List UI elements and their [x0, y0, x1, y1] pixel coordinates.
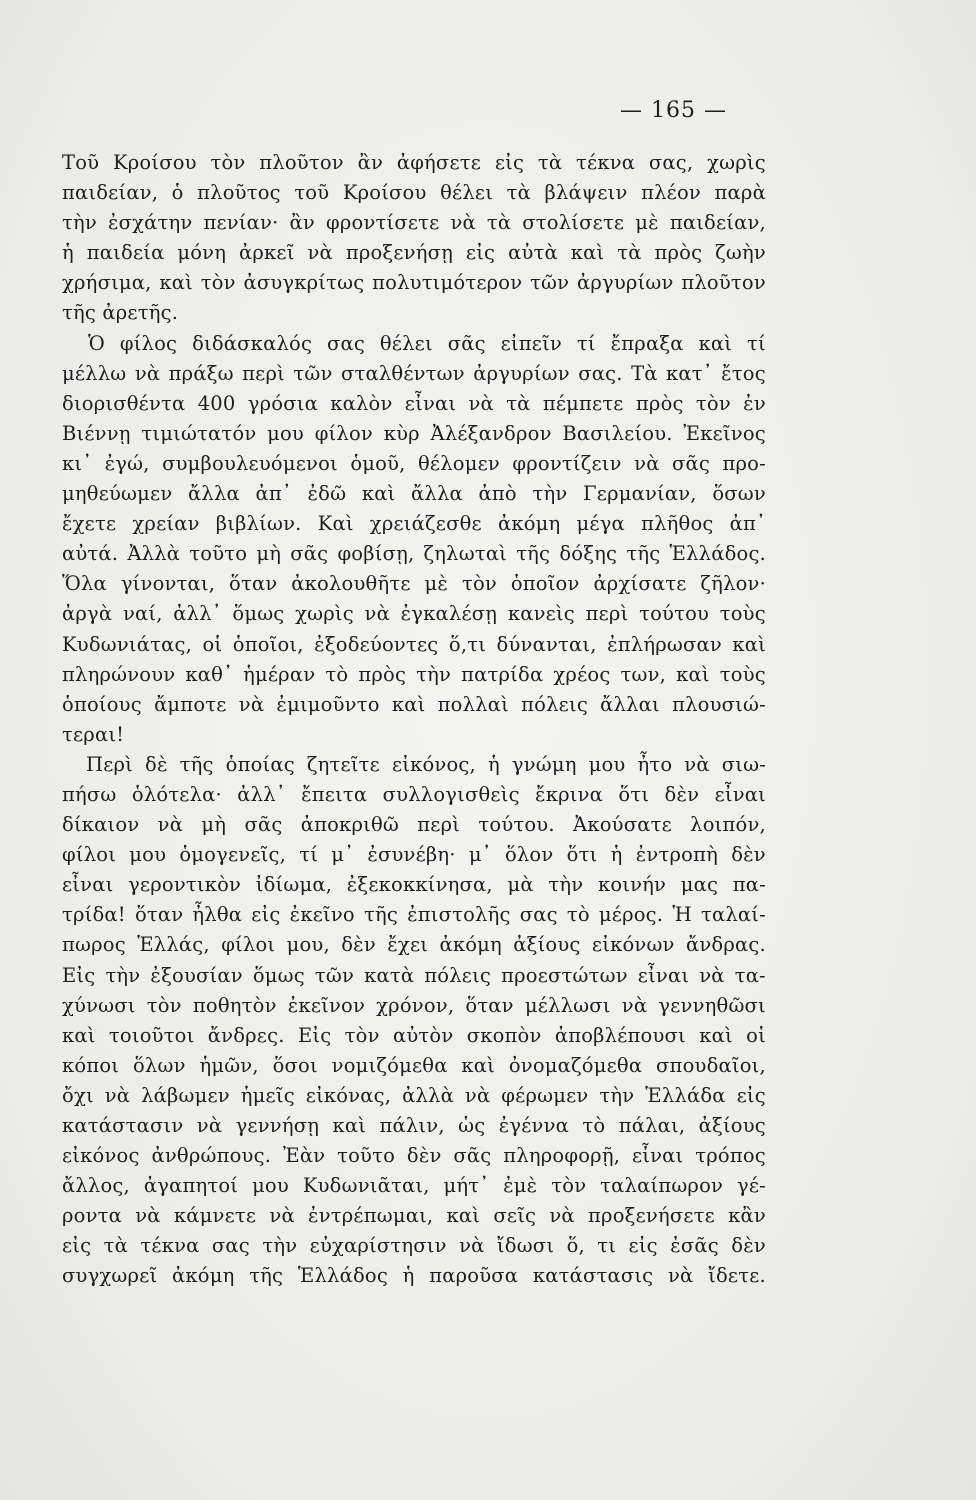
text-line: συγχωρεῖ ἀκόμη τῆς Ἑλλάδος ἡ παροῦσα κατάστασις νὰ ἴδετε.	[62, 1264, 766, 1288]
text-line: εἰκόνος ἀνθρώπους. Ἐὰν τοῦτο δὲν σᾶς πληροφορῇ, εἶναι τρόπος	[62, 1144, 766, 1168]
text-line: Κυδωνιάτας, οἱ ὁποῖοι, ἐξοδεύοντες ὅ,τι δύνανται, ἐπλήρωσαν καὶ	[62, 632, 766, 656]
text-line: ὄχι νὰ λάβωμεν ἡμεῖς εἰκόνας, ἀλλὰ νὰ φέρωμεν τὴν Ἑλλάδα εἰς	[62, 1083, 766, 1107]
text-line: Βιέννῃ τιμιώτατόν μου φίλον κὺρ Ἀλέξανδρον Βασιλείου. Ἐκεῖνος	[62, 421, 766, 445]
text-line: χύνωσι τὸν ποθητὸν ἐκεῖνον χρόνον, ὅταν μέλλωσι νὰ γεννηθῶσι	[62, 993, 766, 1017]
text-line: εἶναι γεροντικὸν ἰδίωμα, ἐξεκοκκίνησα, μὰ τὴν κοινήν μας πα-	[62, 873, 766, 897]
text-line: κόποι ὅλων ἡμῶν, ὅσοι νομιζόμεθα καὶ ὀνομαζόμεθα σπουδαῖοι,	[62, 1053, 766, 1077]
text-line: παιδείαν, ὁ πλοῦτος τοῦ Κροίσου θέλει τὰ βλάψειν πλέον παρὰ	[62, 181, 766, 205]
text-line: Περὶ δὲ τῆς ὁποίας ζητεῖτε εἰκόνος, ἡ γνώμη μου ἦτο νὰ σιω-	[86, 752, 766, 776]
text-line: κατάστασιν νὰ γεννήσῃ καὶ πάλιν, ὡς ἐγέννα τὸ πάλαι, ἀξίους	[62, 1114, 766, 1137]
text-line: Εἰς τὴν ἐξουσίαν ὅμως τῶν κατὰ πόλεις προεστώτων εἶναι νὰ τα-	[62, 963, 766, 987]
text-line: πήσω ὁλότελα· ἀλλ᾽ ἔπειτα συλλογισθεὶς ἔκρινα ὅτι δὲν εἶναι	[62, 782, 766, 806]
text-line: εἰς τὰ τέκνα σας τὴν εὐχαρίστησιν νὰ ἴδωσι ὅ, τι εἰς ἐσᾶς δὲν	[62, 1234, 766, 1258]
text-line: πωρος Ἑλλάς, φίλοι μου, δὲν ἔχει ἀκόμη ἀξίους εἰκόνων ἄνδρας.	[62, 933, 766, 957]
text-line: ροντα νὰ κάμνετε νὰ ἐντρέπωμαι, καὶ σεῖς νὰ προξενήσετε κἂν	[62, 1204, 766, 1228]
text-line: τὴν ἐσχάτην πενίαν· ἂν φροντίσετε νὰ τὰ στολίσετε μὲ παιδείαν,	[62, 211, 766, 235]
text-line: ὁποίους ἄμποτε νὰ ἐμιμοῦντο καὶ πολλαὶ πόλεις ἄλλαι πλουσιώ-	[62, 692, 766, 716]
text-line: ἄλλος, ἀγαπητοί μου Κυδωνιᾶται, μήτ᾽ ἐμὲ τὸν ταλαίπωρον γέ-	[62, 1174, 766, 1198]
text-line: τῆς ἀρετῆς.	[62, 301, 179, 325]
text-line: διορισθέντα 400 γρόσια καλὸν εἶναι νὰ τὰ πέμπετε πρὸς τὸν ἐν	[62, 391, 766, 415]
text-line: Τοῦ Κροίσου τὸν πλοῦτον ἂν ἀφήσετε εἰς τὰ τέκνα σας, χωρὶς	[62, 151, 766, 174]
text-line: Ὁ φίλος διδάσκαλός σας θέλει σᾶς εἰπεῖν τί ἔπραξα καὶ τί	[88, 331, 766, 355]
text-line: χρήσιμα, καὶ τὸν ἀσυγκρίτως πολυτιμότερον τῶν ἀργυρίων πλοῦτον	[62, 271, 766, 295]
text-line: μηθεύωμεν ἄλλα ἀπ᾽ ἐδῶ καὶ ἄλλα ἀπὸ τὴν Γερμανίαν, ὅσων	[62, 482, 766, 506]
text-line: φίλοι μου ὁμογενεῖς, τί μ᾽ ἐσυνέβη· μ᾽ ὅλον ὅτι ἡ ἐντροπὴ δὲν	[62, 843, 766, 867]
text-line: δίκαιον νὰ μὴ σᾶς ἀποκριθῶ περὶ τούτου. Ἀκούσατε λοιπόν,	[62, 813, 766, 837]
text-line: Ὅλα γίνονται, ὅταν ἀκολουθῆτε μὲ τὸν ὁποῖον ἀρχίσατε ζῆλον·	[62, 572, 766, 596]
text-line: αὐτά. Ἀλλὰ τοῦτο μὴ σᾶς φοβίσῃ, ζηλωταὶ τῆς δόξης τῆς Ἑλλάδος.	[62, 542, 766, 566]
text-line: μέλλω νὰ πράξω περὶ τῶν σταλθέντων ἀργυρίων σας. Τὰ κατ᾽ ἔτος	[62, 361, 766, 385]
text-line: τρίδα! ὅταν ἦλθα εἰς ἐκεῖνο τῆς ἐπιστολῆς σας τὸ μέρος. Ἡ ταλαί-	[62, 903, 766, 927]
text-line: καὶ τοιοῦτοι ἄνδρες. Εἰς τὸν αὐτὸν σκοπὸν ἀποβλέπουσι καὶ οἱ	[62, 1023, 766, 1047]
text-line: πληρώνουν καθ᾽ ἡμέραν τὸ πρὸς τὴν πατρίδα χρέος των, καὶ τοὺς	[62, 662, 766, 686]
text-line: κι᾽ ἐγώ, συμβουλευόμενοι ὁμοῦ, θέλομεν φροντίζειν νὰ σᾶς προ-	[62, 451, 766, 475]
text-line: ἔχετε χρείαν βιβλίων. Καὶ χρειάζεσθε ἀκόμη μέγα πλῆθος ἀπ᾽	[62, 512, 766, 536]
page-number: — 165 —	[620, 98, 727, 123]
text-line: ἡ παιδεία μόνη ἀρκεῖ νὰ προξενήσῃ εἰς αὐτὰ καὶ τὰ πρὸς ζωὴν	[62, 241, 766, 265]
body-text	[62, 148, 766, 1292]
text-line: ἀργὰ ναί, ἀλλ᾽ ὅμως χωρὶς νὰ ἐγκαλέσῃ κανεὶς περὶ τούτου τοὺς	[62, 602, 766, 626]
text-line: τεραι!	[62, 722, 125, 746]
